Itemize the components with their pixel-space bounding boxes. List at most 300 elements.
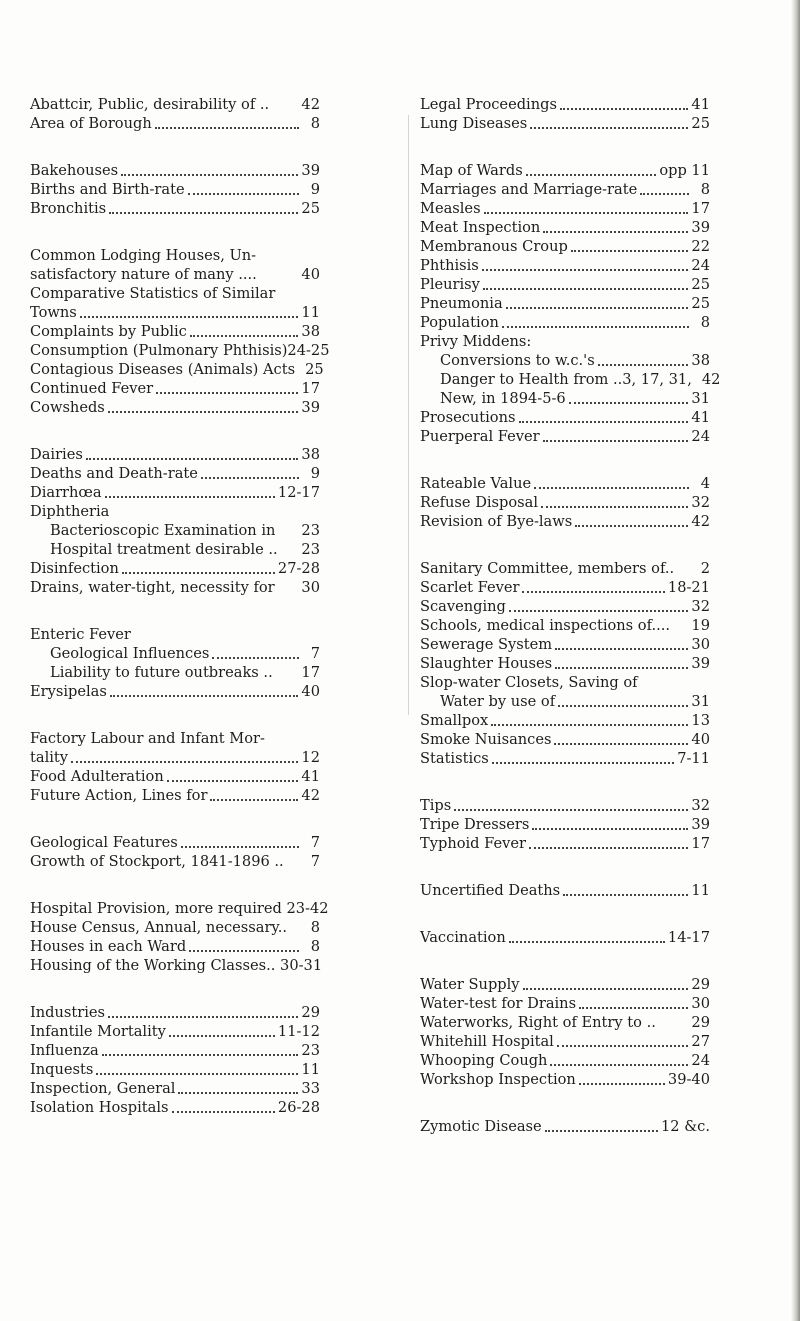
entry-label: Dairies — [30, 446, 83, 463]
entry-label: Factory Labour and Infant Mor- — [30, 730, 265, 747]
entry-label: Erysipelas — [30, 683, 107, 700]
entry-label: Drains, water-tight, necessity for — [30, 579, 275, 596]
dot-leader — [532, 828, 688, 830]
entry-label: Water-test for Drains — [420, 995, 577, 1012]
entry-label: Smoke Nuisances — [420, 731, 552, 748]
entry-page-number: 11 — [301, 304, 320, 321]
entry-label: Cowsheds — [30, 399, 105, 416]
entry-label: Statistics — [420, 750, 489, 767]
dot-leader — [189, 950, 299, 952]
entry-page-number: 9 — [310, 181, 320, 198]
index-entry — [420, 881, 710, 900]
index-entry — [420, 474, 710, 493]
index-entry — [420, 1070, 710, 1089]
entry-label: Pneumonia — [420, 295, 503, 312]
dot-leader — [80, 316, 299, 318]
entry-page-number: 38 — [691, 352, 710, 369]
index-entry — [30, 95, 320, 114]
index-entry — [30, 284, 320, 303]
index-entry — [30, 483, 320, 502]
entry-page-number: 24 — [691, 428, 710, 445]
index-entry — [30, 322, 320, 341]
entry-page-number: 26-28 — [277, 1099, 320, 1116]
dot-leader — [108, 1016, 298, 1018]
entry-label: Tripe Dressers — [420, 816, 530, 833]
entry-label: tality — [30, 749, 69, 766]
entry-label: Births and Birth-rate — [30, 181, 185, 198]
index-entry — [420, 711, 710, 730]
dot-leader — [545, 1130, 658, 1132]
dot-leader — [558, 705, 688, 707]
dot-leader — [492, 762, 674, 764]
index-entry — [30, 559, 320, 578]
index-entry — [420, 834, 710, 853]
dot-leader — [482, 269, 689, 271]
entry-label: Continued Fever — [30, 380, 154, 397]
index-entry — [30, 398, 320, 417]
index-entry — [420, 616, 710, 635]
dot-leader — [210, 799, 298, 801]
index-entry — [30, 956, 323, 975]
index-entry — [420, 1032, 710, 1051]
section-gap — [30, 805, 320, 833]
index-entry — [30, 1041, 320, 1060]
entry-label: Area of Borough — [30, 115, 152, 132]
index-entry — [420, 199, 710, 218]
entry-label: Growth of Stockport, 1841-1896 .. — [30, 853, 284, 870]
index-entry — [420, 975, 710, 994]
entry-page-number: 17 — [691, 835, 710, 852]
dot-leader — [569, 402, 689, 404]
section-gap — [420, 853, 710, 881]
index-entry — [420, 654, 710, 673]
dot-leader — [640, 193, 689, 195]
entry-label: Whooping Cough — [420, 1052, 548, 1069]
entry-label: Abattcir, Public, desirability of .. — [30, 96, 270, 113]
entry-page-number: 22 — [691, 238, 710, 255]
entry-label: Pleurisy — [420, 276, 480, 293]
entry-page-number: 7-11 — [677, 750, 710, 767]
dot-leader — [96, 1073, 298, 1075]
dot-leader — [201, 477, 299, 479]
entry-label: Danger to Health from ..3, 17, 31, — [440, 371, 692, 388]
entry-page-number: 13 — [691, 712, 710, 729]
dot-leader — [71, 761, 298, 763]
entry-page-number: 24 — [691, 1052, 710, 1069]
entry-page-number: 40 — [301, 683, 320, 700]
section-gap — [420, 768, 710, 796]
entry-label: Sanitary Committee, members of.. — [420, 560, 675, 577]
dot-leader — [454, 809, 688, 811]
dot-leader — [109, 212, 298, 214]
dot-leader — [155, 127, 299, 129]
entry-label: Workshop Inspection — [420, 1071, 576, 1088]
dot-leader — [519, 421, 689, 423]
entry-label: Future Action, Lines for — [30, 787, 208, 804]
index-entry — [30, 341, 330, 360]
entry-page-number: 12 — [301, 749, 320, 766]
column-separator — [408, 115, 409, 715]
entry-page-number: 40 — [301, 266, 320, 283]
index-column-right — [420, 95, 721, 1136]
index-entry — [420, 512, 710, 531]
dot-leader — [543, 231, 688, 233]
index-entry — [30, 767, 320, 786]
entry-page-number: 29 — [301, 1004, 320, 1021]
index-entry — [420, 796, 710, 815]
entry-page-number: 7 — [310, 853, 320, 870]
entry-page-number: 39 — [301, 399, 320, 416]
index-entry — [420, 749, 710, 768]
index-entry — [30, 303, 320, 322]
entry-label: New, in 1894-5-6 — [440, 390, 566, 407]
entry-label: Scavenging — [420, 598, 506, 615]
entry-label: Bakehouses — [30, 162, 119, 179]
index-entry — [420, 114, 710, 133]
entry-label: Uncertified Deaths — [420, 882, 561, 899]
entry-label: Membranous Croup — [420, 238, 568, 255]
index-entry — [30, 729, 320, 748]
entry-label: Whitehill Hospital — [420, 1033, 554, 1050]
section-gap — [420, 133, 710, 161]
entry-page-number: 23 — [301, 522, 320, 539]
index-entry — [30, 1079, 320, 1098]
entry-page-number: 32 — [691, 598, 710, 615]
entry-page-number: 33 — [301, 1080, 320, 1097]
index-entry — [30, 899, 329, 918]
index-entry — [420, 493, 710, 512]
index-entry — [30, 625, 320, 644]
entry-page-number: 39 — [691, 816, 710, 833]
entry-page-number: 9 — [310, 465, 320, 482]
index-subentry — [420, 692, 710, 711]
entry-page-number: 8 — [310, 115, 320, 132]
entry-page-number: 42 — [691, 513, 710, 530]
entry-page-number: 12 &c. — [660, 1118, 710, 1135]
index-entry — [30, 445, 320, 464]
entry-label: Population — [420, 314, 499, 331]
index-entry — [30, 786, 320, 805]
entry-label: Phthisis — [420, 257, 479, 274]
entry-label: Vaccination — [420, 929, 506, 946]
entry-label: Rateable Value — [420, 475, 532, 492]
index-entry — [30, 502, 320, 521]
dot-leader — [506, 307, 689, 309]
index-entry — [30, 114, 320, 133]
entry-label: Lung Diseases — [420, 115, 528, 132]
dot-leader — [110, 695, 299, 697]
entry-label: Towns — [30, 304, 77, 321]
entry-label: Schools, medical inspections of.... — [420, 617, 671, 634]
entry-label: Common Lodging Houses, Un- — [30, 247, 257, 264]
index-entry — [30, 1003, 320, 1022]
dot-leader — [523, 988, 689, 990]
entry-label: Privy Middens: — [420, 333, 532, 350]
dot-leader — [102, 1054, 299, 1056]
entry-page-number: 30 — [691, 995, 710, 1012]
index-entry — [30, 1098, 320, 1117]
index-entry — [420, 256, 710, 275]
dot-leader — [554, 743, 688, 745]
index-entry — [30, 161, 320, 180]
entry-page-number: 23 — [301, 1042, 320, 1059]
index-entry — [420, 408, 710, 427]
entry-label: Sewerage System — [420, 636, 553, 653]
index-entry — [30, 682, 320, 701]
index-entry — [420, 180, 710, 199]
dot-leader — [579, 1007, 688, 1009]
entry-label: Houses in each Ward — [30, 938, 187, 955]
dot-leader — [105, 496, 275, 498]
entry-label: Infantile Mortality — [30, 1023, 166, 1040]
entry-page-number: 2 — [700, 560, 710, 577]
entry-label: Typhoid Fever — [420, 835, 526, 852]
entry-label: Influenza — [30, 1042, 99, 1059]
entry-label: Deaths and Death-rate — [30, 465, 198, 482]
index-subentry — [30, 521, 320, 540]
entry-page-number: 7 — [310, 834, 320, 851]
index-entry — [420, 95, 710, 114]
entry-page-number: 31 — [691, 390, 710, 407]
index-subentry — [420, 389, 710, 408]
index-subentry — [30, 644, 320, 663]
entry-label: Enteric Fever — [30, 626, 131, 643]
dot-leader — [509, 941, 665, 943]
entry-label: Liability to future outbreaks .. — [50, 664, 273, 681]
entry-page-number: 30 — [691, 636, 710, 653]
entry-page-number: 8 — [700, 181, 710, 198]
index-subentry — [420, 351, 710, 370]
section-gap — [420, 900, 710, 928]
entry-label: Geological Influences — [50, 645, 210, 662]
entry-page-number: 8 — [700, 314, 710, 331]
index-entry — [420, 559, 710, 578]
dot-leader — [121, 174, 298, 176]
entry-page-number: opp 11 — [659, 162, 710, 179]
entry-label: Housing of the Working Classes.. 30-31 — [30, 957, 323, 974]
dot-leader — [181, 846, 299, 848]
entry-label: Measles — [420, 200, 481, 217]
dot-leader — [190, 335, 299, 337]
index-entry — [420, 1013, 710, 1032]
entry-page-number: 25 — [691, 115, 710, 132]
dot-leader — [543, 440, 689, 442]
entry-label: Water Supply — [420, 976, 520, 993]
entry-page-number: 25 — [691, 276, 710, 293]
index-column-left — [30, 95, 330, 1117]
entry-page-number: 11 — [301, 1061, 320, 1078]
entry-page-number: 29 — [691, 976, 710, 993]
index-entry — [30, 199, 320, 218]
index-entry — [30, 833, 320, 852]
entry-label: Legal Proceedings — [420, 96, 557, 113]
entry-label: Complaints by Public — [30, 323, 187, 340]
dot-leader — [550, 1064, 688, 1066]
entry-page-number: 8 — [310, 938, 320, 955]
dot-leader — [579, 1083, 665, 1085]
page-binding-edge — [791, 0, 800, 1321]
entry-page-number: 30 — [301, 579, 320, 596]
index-entry — [420, 635, 710, 654]
dot-leader — [555, 667, 688, 669]
entry-label: Industries — [30, 1004, 106, 1021]
entry-label: satisfactory nature of many .... — [30, 266, 257, 283]
entry-page-number: 11 — [691, 882, 710, 899]
dot-leader — [526, 174, 657, 176]
index-subentry — [30, 663, 320, 682]
entry-page-number: 24 — [691, 257, 710, 274]
index-entry — [420, 928, 710, 947]
dot-leader — [529, 847, 688, 849]
section-gap — [30, 871, 320, 899]
entry-page-number: 14-17 — [667, 929, 710, 946]
index-entry — [420, 578, 710, 597]
index-entry — [420, 332, 710, 351]
entry-page-number: 11-12 — [277, 1023, 320, 1040]
dot-leader — [575, 525, 688, 527]
entry-label: Tips — [420, 797, 452, 814]
index-entry — [30, 246, 320, 265]
section-gap — [30, 417, 320, 445]
dot-leader — [522, 591, 664, 593]
dot-leader — [509, 610, 689, 612]
entry-label: Prosecutions — [420, 409, 516, 426]
entry-page-number: 42 — [301, 787, 320, 804]
entry-page-number: 25 — [691, 295, 710, 312]
entry-page-number: 42 — [301, 96, 320, 113]
entry-page-number: 38 — [301, 323, 320, 340]
index-entry — [30, 464, 320, 483]
dot-leader — [178, 1092, 298, 1094]
entry-label: Inquests — [30, 1061, 94, 1078]
entry-page-number: 32 — [691, 797, 710, 814]
entry-label: Inspection, General — [30, 1080, 176, 1097]
entry-page-number: 38 — [301, 446, 320, 463]
entry-page-number: 19 — [691, 617, 710, 634]
dot-leader — [557, 1045, 689, 1047]
dot-leader — [156, 392, 298, 394]
dot-leader — [530, 127, 688, 129]
dot-leader — [108, 411, 299, 413]
entry-label: Map of Wards — [420, 162, 523, 179]
entry-page-number: 27-28 — [277, 560, 320, 577]
entry-page-number: 42 — [701, 371, 721, 388]
dot-leader — [172, 1111, 275, 1113]
index-entry — [420, 673, 710, 692]
index-entry — [420, 237, 710, 256]
entry-label: Refuse Disposal — [420, 494, 539, 511]
entry-page-number: 39-40 — [667, 1071, 710, 1088]
entry-page-number: 25 — [301, 200, 320, 217]
entry-page-number: 17 — [301, 664, 320, 681]
index-entry — [30, 265, 320, 284]
dot-leader — [560, 108, 688, 110]
dot-leader — [188, 193, 299, 195]
entry-page-number: 12-17 — [277, 484, 320, 501]
entry-label: Slaughter Houses — [420, 655, 553, 672]
index-entry — [420, 161, 710, 180]
section-gap — [30, 701, 320, 729]
section-gap — [30, 133, 320, 161]
entry-page-number: 4 — [700, 475, 710, 492]
dot-leader — [167, 780, 299, 782]
entry-page-number: 39 — [691, 219, 710, 236]
entry-label: Revision of Bye-laws — [420, 513, 573, 530]
dot-leader — [555, 648, 688, 650]
entry-page-number: 41 — [691, 409, 710, 426]
section-gap — [420, 531, 710, 559]
entry-label: Comparative Statistics of Similar — [30, 285, 276, 302]
entry-label: Smallpox — [420, 712, 489, 729]
dot-leader — [598, 364, 689, 366]
dot-leader — [502, 326, 689, 328]
entry-label: Diarrhœa — [30, 484, 102, 501]
entry-label: Scarlet Fever — [420, 579, 520, 596]
entry-label: Water by use of — [440, 693, 556, 710]
entry-label: Food Adulteration — [30, 768, 164, 785]
entry-label: Marriages and Marriage-rate — [420, 181, 638, 198]
section-gap — [420, 947, 710, 975]
entry-page-number: 39 — [691, 655, 710, 672]
index-entry — [420, 1051, 710, 1070]
entry-label: Meat Inspection — [420, 219, 541, 236]
entry-label: Puerperal Fever — [420, 428, 540, 445]
dot-leader — [571, 250, 689, 252]
entry-label: Contagious Diseases (Animals) Acts — [30, 361, 296, 378]
entry-label: Bacterioscopic Examination in — [50, 522, 276, 539]
index-entry — [30, 180, 320, 199]
dot-leader — [491, 724, 688, 726]
entry-label: Diphtheria — [30, 503, 110, 520]
index-entry — [30, 360, 324, 379]
index-entry — [420, 294, 710, 313]
entry-page-number: 23 — [301, 541, 320, 558]
entry-label: Bronchitis — [30, 200, 107, 217]
index-entry — [30, 1022, 320, 1041]
entry-page-number: 31 — [691, 693, 710, 710]
index-entry — [30, 852, 320, 871]
index-entry — [420, 597, 710, 616]
entry-label: Consumption (Pulmonary Phthisis)24-25 — [30, 342, 330, 359]
entry-label: Disinfection — [30, 560, 119, 577]
dot-leader — [534, 487, 689, 489]
section-gap — [30, 597, 320, 625]
dot-leader — [563, 894, 688, 896]
entry-page-number: 25 — [305, 361, 324, 378]
index-entry — [30, 379, 320, 398]
entry-page-number: 17 — [691, 200, 710, 217]
index-entry — [420, 730, 710, 749]
index-entry — [420, 313, 710, 332]
section-gap — [30, 975, 320, 1003]
dot-leader — [212, 657, 299, 659]
entry-label: Conversions to w.c.'s — [440, 352, 595, 369]
entry-label: Hospital Provision, more required 23-42 — [30, 900, 329, 917]
index-entry — [30, 918, 320, 937]
index-entry — [30, 578, 320, 597]
section-gap — [420, 446, 710, 474]
dot-leader — [169, 1035, 275, 1037]
entry-page-number: 41 — [691, 96, 710, 113]
section-gap — [420, 1089, 710, 1117]
entry-page-number: 29 — [691, 1014, 710, 1031]
index-subentry — [30, 540, 320, 559]
entry-page-number: 17 — [301, 380, 320, 397]
index-entry — [30, 1060, 320, 1079]
dot-leader — [122, 572, 275, 574]
entry-page-number: 40 — [691, 731, 710, 748]
dot-leader — [484, 212, 689, 214]
